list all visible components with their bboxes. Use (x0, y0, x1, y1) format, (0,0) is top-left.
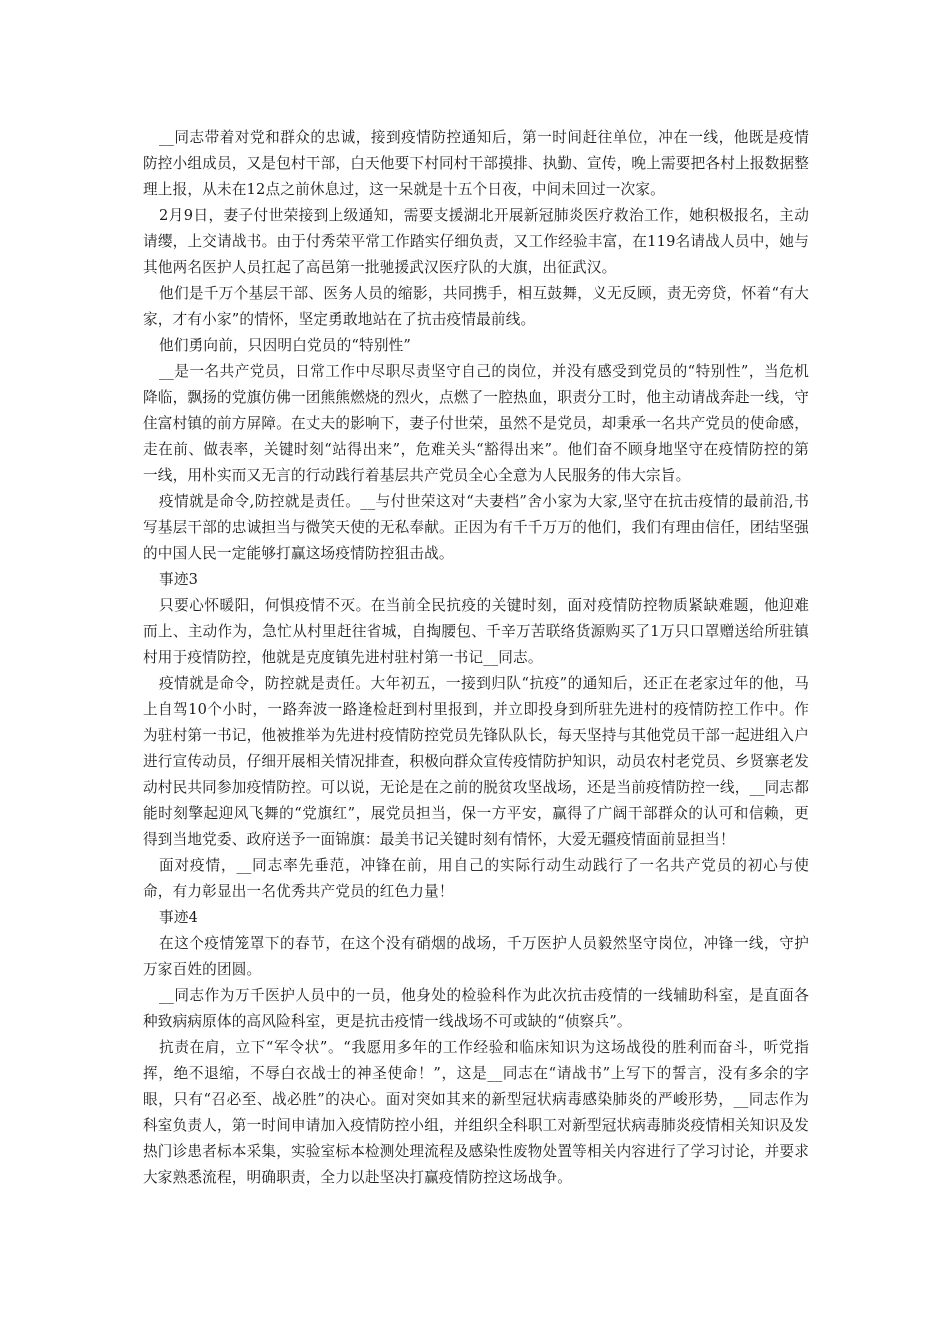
section-heading: 事迹3 (159, 571, 199, 588)
paragraph: __同志作为万千医护人员中的一员，他身处的检验科作为此次抗击疫情的一线辅助科室，是直面各种致病病原体的高风险科室，更是抗击疫情一线战场不可或缺的“侦察兵”。 (143, 987, 809, 1030)
paragraph: 抗责在肩，立下“军令状”。“我愿用多年的工作经验和临床知识为这场战役的胜利而奋斗，听党指挥，绝不退缩，不辱白衣战士的神圣使命！”，这是__同志在“请战书”上写下的誓言，没有多余的字眼，只有“召必至、战必胜”的决心。面对突如其来的新型冠状病毒感染肺炎的严峻形势，__同志作为科室负责人，第一时间申请加入疫情防控小组，并组织全科职工对新型冠状病毒肺炎疫情相关知识及发热门诊患者标本采集，实验室标本检测处理流程及感染性废物处置等相关内容进行了学习讨论，并要求大家熟悉流程，明确职责，全力以赴坚决打赢疫情防控这场战争。 (143, 1039, 809, 1186)
paragraph: 疫情就是命令,防控就是责任。__与付世荣这对“夫妻档”舍小家为大家,坚守在抗击疫情的最前沿,书写基层干部的忠诚担当与微笑天使的无私奉献。正因为有千千万万的他们，我们有理由信任，团结坚强的中国人民一定能够打赢这场疫情防控狙击战。 (143, 493, 809, 562)
section-heading: 事迹4 (159, 909, 199, 926)
paragraph: __是一名共产党员，日常工作中尽职尽责坚守自己的岗位，并没有感受到党员的“特别性”，当危机降临，飘扬的党旗仿佛一团熊熊燃烧的烈火，点燃了一腔热血，职责分工时，他主动请战奔赴一线，守住富村镇的前方屏障。在丈夫的影响下，妻子付世荣，虽然不是党员，却秉承一名共产党员的使命感，走在前、做表率，关键时刻“站得出来”，危难关头“豁得出来”。他们奋不顾身地坚守在疫情防控的第一线，用朴实而又无言的行动践行着基层共产党员全心全意为人民服务的伟大宗旨。 (143, 363, 809, 484)
document-body (143, 125, 809, 1191)
paragraph: 2月9日，妻子付世荣接到上级通知，需要支援湖北开展新冠肺炎医疗救治工作，她积极报名，主动请缨，上交请战书。由于付秀荣平常工作踏实仔细负责，又工作经验丰富，在119名请战人员中，她与其他两名医护人员扛起了高邑第一批驰援武汉医疗队的大旗，出征武汉。 (143, 207, 809, 276)
paragraph: 面对疫情，__同志率先垂范，冲锋在前，用自己的实际行动生动践行了一名共产党员的初心与使命，有力彰显出一名优秀共产党员的红色力量！ (143, 857, 809, 900)
paragraph: 在这个疫情笼罩下的春节，在这个没有硝烟的战场，千万医护人员毅然坚守岗位，冲锋一线，守护万家百姓的团圆。 (143, 935, 809, 978)
paragraph: __同志带着对党和群众的忠诚，接到疫情防控通知后，第一时间赶往单位，冲在一线，他既是疫情防控小组成员，又是包村干部，白天他要下村同村干部摸排、执勤、宣传，晚上需要把各村上报数据整理上报，从未在12点之前休息过，这一呆就是十五个日夜，中间未回过一次家。 (143, 129, 809, 198)
paragraph: 只要心怀暖阳，何惧疫情不灭。在当前全民抗疫的关键时刻，面对疫情防控物质紧缺难题，他迎难而上、主动作为，急忙从村里赶往省城，自掏腰包、千辛万苦联络货源购买了1万只口罩赠送给所驻镇村用于疫情防控，他就是克度镇先进村驻村第一书记__同志。 (143, 597, 809, 666)
paragraph: 疫情就是命令，防控就是责任。大年初五，一接到归队“抗疫”的通知后，还正在老家过年的他，马上自驾10个小时，一路奔波一路逢检赶到村里报到，并立即投身到所驻先进村的疫情防控工作中。作为驻村第一书记，他被推举为先进村疫情防控党员先锋队队长，每天坚持与其他党员干部一起进组入户进行宣传动员，仔细开展相关情况排查，积极向群众宣传疫情防护知识，动员农村老党员、乡贤寨老发动村民共同参加疫情防控。可以说，无论是在之前的脱贫攻坚战场，还是当前疫情防控一线，__同志都能时刻擎起迎风飞舞的“党旗红”，展党员担当，保一方平安，赢得了广阔干部群众的认可和信赖，更得到当地党委、政府送予一面锦旗：最美书记关键时刻有情怀，大爱无疆疫情面前显担当！ (143, 675, 809, 848)
paragraph: 他们是千万个基层干部、医务人员的缩影，共同携手，相互鼓舞，义无反顾，责无旁贷，怀着“有大家，才有小家”的情怀，坚定勇敢地站在了抗击疫情最前线。 (143, 285, 809, 328)
section-subtitle: 他们勇向前，只因明白党员的“特别性” (159, 337, 412, 354)
